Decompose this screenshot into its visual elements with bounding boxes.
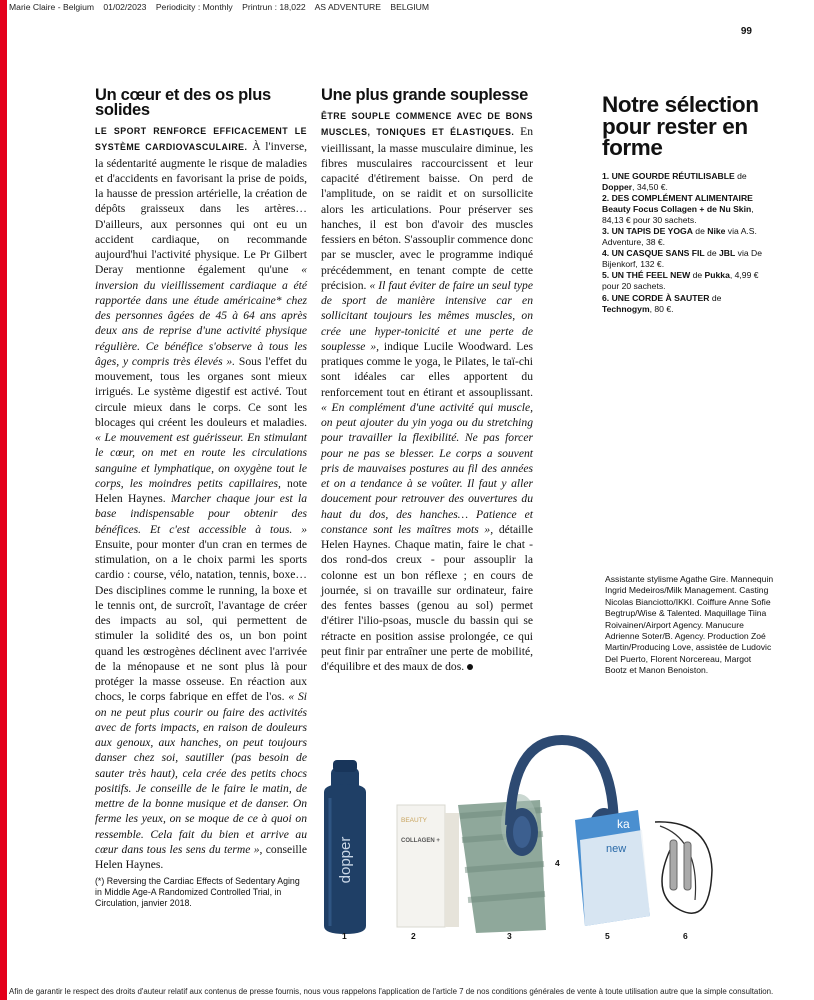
product-label-6: 6 <box>683 931 688 941</box>
list-item: 1. UNE GOURDE RÉUTILISABLE de Dopper, 34,50 €. <box>602 170 747 192</box>
selection-title: Notre sélection pour rester en forme <box>602 92 759 160</box>
article1-footnote: (*) Reversing the Cardiac Effects of Sedentary Aging in Middle Age-A Randomized Controlled Trial, in Circulation, janvier 2018. <box>95 876 300 909</box>
copyright-footer: Afin de garantir le respect des droits d'auteur relatif aux contenus de presse fournis, nous vous rappelons l'application de l'article 7 de nos conditions générales de vente à toute utilisation autre que la simple consultation. <box>9 987 774 996</box>
section-name: AS ADVENTURE <box>314 2 381 12</box>
svg-text:ka: ka <box>617 817 630 831</box>
product-label-5: 5 <box>605 931 610 941</box>
periodicity: Periodicity : Monthly <box>155 2 233 12</box>
article2-lead: ÊTRE SOUPLE COMMENCE AVEC DE BONS MUSCLES, TONIQUES ET ÉLASTIQUES. <box>321 111 533 138</box>
publication-date: 01/02/2023 <box>103 2 147 12</box>
collagen-box-image <box>397 805 459 927</box>
tea-box-image <box>575 810 650 926</box>
list-item: 5. UN THÉ FEEL NEW de Pukka, 4,99 € pour 20 sachets. <box>602 270 759 292</box>
article1-body: LE SPORT RENFORCE EFFICACEMENT LE SYSTÈME CARDIOVASCULAIRE. À l'inverse, la sédentarité augmente le risque de maladies et d'accidents en favorisant la prise de poids, la hausse de pression artérielle, la création de dépôts graisseux dans les artères… D'ailleurs, aux personnes qui ont eu un accident cardiaque, on recommande aujourd'hui l'activité physique. Le Pr Gilbert Deray mentionne également qu'une « inversion du vieillissement cardiaque a été rapportée dans une étude américaine* chez des personnes âgées de 45 à 64 ans après deux ans de reprise d'une activité physique régulière. Ce bénéfice s'observe à tous les âges, y compris très élevés ». Sous l'effet du mouvement, tous les organes sont mieux irrigués. Le système digestif est activé. Tout circule mieux dans le corps. Ce sont les blocages qui créent les douleurs et maladies. « Le mouvement est guérisseur. En stimulant le cœur, on met en route les circulations sanguine et lymphatique, on oxygène tout le corps, les moindres petits capillaires, note Helen Haynes. Marcher chaque jour est la base indispensable pour obtenir des bénéfices. Et c'est accessible à tous. » Ensuite, pour monter d'un cran en termes de stimulation, on a le choix parmi les sports cardio : course, vélo, natation, tennis, boxe… Des disciplines comme le running, la boxe et le tennis ont, de surcroît, l'avantage de créer des impacts au sol, qui permettent de stimuler la solidité des os, un bon point quand les œstrogènes déclinent avec l'arrivée de la ménopause et ne sont plus là pour protéger la masse osseuse. En réaction aux chocs, le corps fabrique en effet de l'os. « Si on ne peut plus courir ou faire des activités avec de forts impacts, en raison de douleurs aux genoux, aux hanches, on peut toujours danser chez soi, sautiller (pas besoin de sauter très haut), cela crée des petits chocs positifs. Je conseille de le faire le matin, de mettre de la bonne musique et de danser. On ferme les yeux, on se moque de ce à quoi on ressemble. Cela fait du bien et arrive au cœur dans tous les sens du terme », conseille Helen Haynes. <box>95 126 308 871</box>
photo-credits: Assistante stylisme Agathe Gire. Mannequin Ingrid Medeiros/Milk Management. Casting Nicolas Bianciotto/IKKI. Coiffure Anne Sofie Begtrup/Wise & Talented. Maquillage Tiina Roivainen/Airport Agency. Manucure Adrienne Soter/B. Agency. Production Zoé Martin/Producing Love, assistée de Ludovic Del Puerto, Florent Norcereau, Margot Bootz et Manon Benoiston. <box>605 574 774 676</box>
selection-column <box>602 88 772 315</box>
article-column-1 <box>95 88 307 909</box>
list-item: 6. UNE CORDE À SAUTER de Technogym, 80 €. <box>602 292 722 314</box>
svg-text:COLLAGEN +: COLLAGEN + <box>401 838 440 844</box>
publication-name: Marie Claire - Belgium <box>9 2 95 12</box>
article-column-2 <box>321 88 533 674</box>
list-item: 3. UN TAPIS DE YOGA de Nike via A.S. Adventure, 38 €. <box>602 225 757 248</box>
printrun: Printrun : 18,022 <box>242 2 306 12</box>
jump-rope-image <box>655 822 712 913</box>
page-number: 99 <box>740 26 752 37</box>
product-label-4: 4 <box>555 858 560 868</box>
svg-text:BEAUTY: BEAUTY <box>401 817 428 824</box>
selection-list <box>602 171 772 315</box>
red-margin-bar <box>0 0 7 1000</box>
clipping-header <box>9 2 809 12</box>
article2-title: Une plus grande souplesse <box>321 86 529 104</box>
list-item: 4. UN CASQUE SANS FIL de JBL via De Bijenkorf, 132 €. <box>602 248 763 270</box>
product-photos <box>300 730 720 945</box>
svg-text:new: new <box>606 843 627 855</box>
product-label-2: 2 <box>411 931 416 941</box>
article2-body: ÊTRE SOUPLE COMMENCE AVEC DE BONS MUSCLES, TONIQUES ET ÉLASTIQUES. En vieillissant, la masse musculaire diminue, les fibres musculaires raccourcissent et leur capacité d'étirement baisse. On perd de l'amplitude, on se raidit et on sursollicite alors les articulations. Pour préserver ses hanches, il est bon d'avoir des muscles fessiers en béton. S'assouplir commence donc par se muscler, avec le programme indiqué précédemment, en tenant compte de cette précision. « Il faut éviter de faire un seul type de sport de manière intensive car en sollicitant toujours les mêmes muscles, on crée une hyper-tonicité et une perte de souplesse », indique Lucile Woodward. Les pratiques comme le yoga, le Pilates, le taï-chi sont idéales car elles apportent du renforcement tout en étirant et assouplissant. « En complément d'une activité qui muscle, on peut ajouter du yin yoga ou du stretching pour travailler la flexibilité. Ne pas forcer pour ne pas se blesser. Le corps a souvent pris de mauvaises postures au fil des années et on a tendance à se voûter. Il faut y aller doucement pour retrouver des ouvertures du haut du dos, des hanches… Patience et constance sont les maîtres mots », détaille Helen Haynes. Chaque matin, faire le chat - dos rond-dos creux - pour assouplir la colonne est un bon réflexe ; en cours de journée, si on travaille sur ordinateur, faire des fentes basses (genou au sol) permet d'étirer l'ilio-psoas, muscle du bassin qui se rétracte en position assise prolongée, ce qui peut finir par entraîner une perte de mobilité, d'équilibre et des maux de dos. <box>321 111 534 673</box>
svg-text:dopper: dopper <box>337 836 354 884</box>
water-bottle-image <box>324 760 366 934</box>
product-label-1: 1 <box>342 931 347 941</box>
country: BELGIUM <box>390 2 430 12</box>
article1-title: Un cœur et des os plus solides <box>95 86 271 119</box>
article1-lead: LE SPORT RENFORCE EFFICACEMENT LE SYSTÈME CARDIOVASCULAIRE. <box>95 126 307 153</box>
end-bullet-icon <box>467 664 473 670</box>
product-label-3: 3 <box>507 931 512 941</box>
product-illustration <box>300 730 720 945</box>
list-item: 2. DES COMPLÉMENT ALIMENTAIRE Beauty Focus Collagen + de Nu Skin, 84,13 € pour 30 sachets. <box>602 192 754 225</box>
